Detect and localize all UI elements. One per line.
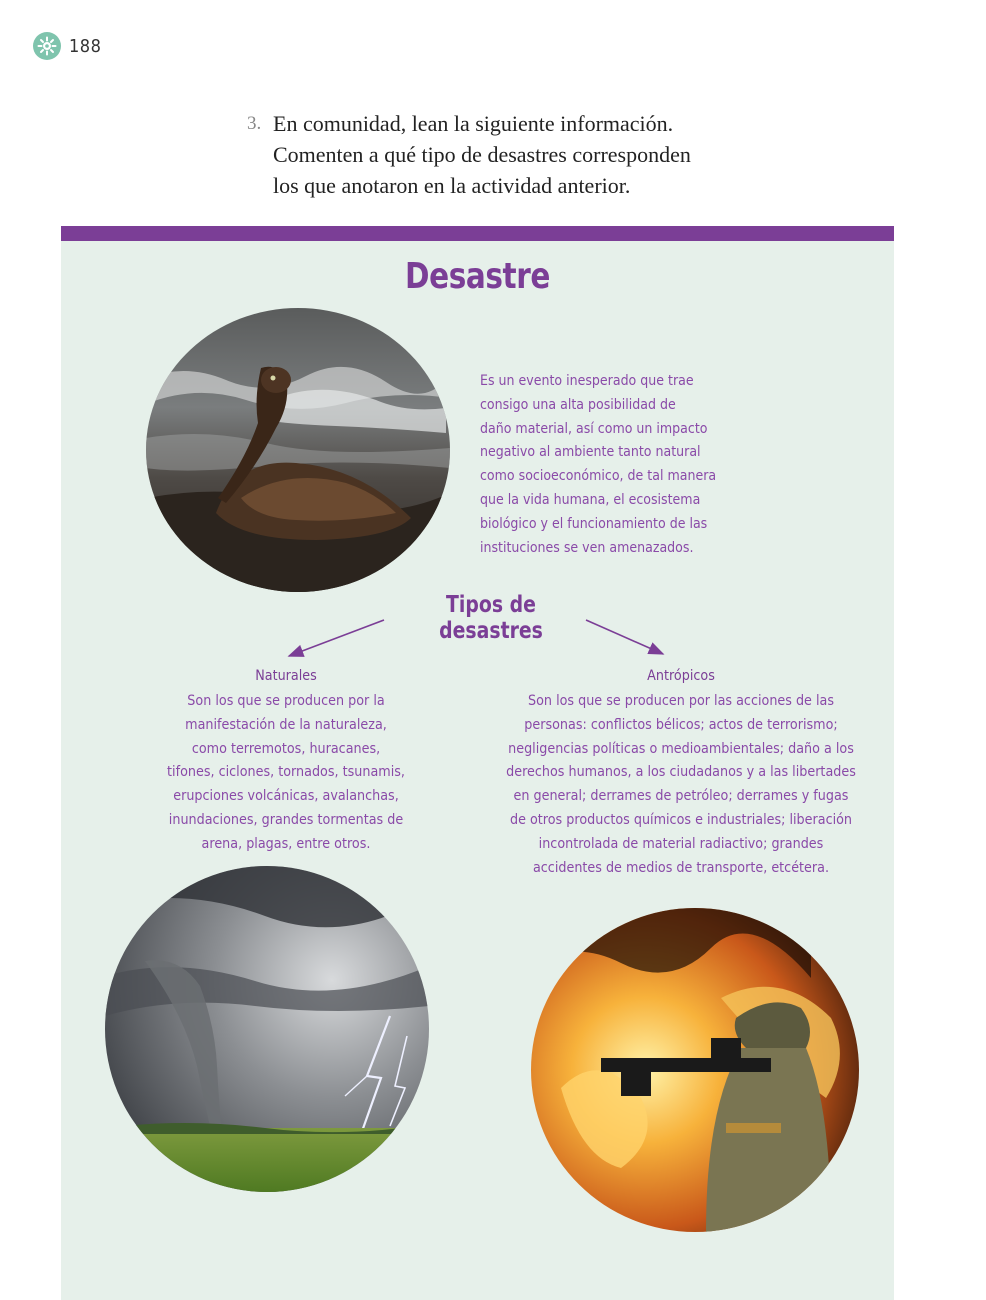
anthropic-description: [505, 690, 857, 880]
definition-line: negativo al ambiente tanto natural: [480, 444, 701, 461]
natural-line: como terremotos, huracanes,: [191, 740, 381, 757]
page-number: 188: [69, 35, 102, 57]
natural-line: tifones, ciclones, tornados, tsunamis,: [167, 764, 405, 781]
arrow-right: [586, 620, 663, 654]
definition-line: daño material, así como un impacto: [480, 420, 708, 437]
anthropic-title: Antrópicos: [647, 668, 715, 684]
natural-line: erupciones volcánicas, avalanchas,: [173, 788, 399, 805]
gear-flower-icon: [33, 32, 61, 60]
anthropic-line: negligencias políticas o medioambientales; daño a los: [508, 740, 854, 757]
natural-line: inundaciones, grandes tormentas de: [168, 811, 404, 828]
anthropic-line: en general; derrames de petróleo; derrames y fugas: [513, 788, 849, 805]
activity-number: 3.: [247, 113, 262, 134]
arrow-left: [289, 620, 384, 656]
page-header: [33, 32, 101, 60]
natural-line: Son los que se producen por la: [187, 693, 385, 709]
info-panel: [61, 226, 894, 1300]
anthropic-line: derechos humanos, a los ciudadanos y a las libertades: [506, 764, 856, 781]
definition-line: instituciones se ven amenazados.: [480, 539, 694, 556]
instruction-line: En comunidad, lean la siguiente información.: [273, 111, 674, 136]
natural-line: arena, plagas, entre otros.: [201, 835, 371, 852]
definition-line: biológico y el funcionamiento de las: [480, 515, 708, 532]
natural-title: Naturales: [255, 668, 317, 684]
instruction-line: los que anotaron en la actividad anterior.: [273, 173, 631, 198]
branch-arrows: [61, 226, 894, 686]
anthropic-line: de otros productos químicos e industriales; liberación: [509, 811, 853, 828]
definition-line: que la vida humana, el ecosistema: [480, 491, 701, 508]
definition-line: Es un evento inesperado que trae: [480, 373, 694, 389]
tornado-photo: [105, 866, 429, 1192]
definition-line: como socioeconómico, de tal manera: [480, 468, 717, 485]
panel-title: Desastre: [404, 256, 550, 297]
anthropic-line: personas: conflictos bélicos; actos de terrorismo;: [524, 716, 838, 733]
definition-line: consigo una alta posibilidad de: [480, 396, 676, 413]
anthropic-line: incontrolada de material radiactivo; grandes: [538, 835, 824, 852]
natural-description: [141, 690, 431, 857]
natural-line: manifestación de la naturaleza,: [185, 716, 387, 733]
soldier-fire-photo: [531, 908, 859, 1232]
anthropic-line: Son los que se producen por las acciones de las: [528, 693, 834, 709]
instruction-line: Comenten a qué tipo de desastres corresponden: [273, 142, 691, 167]
activity-instruction: [247, 108, 717, 201]
anthropic-line: accidentes de medios de transporte, etcétera.: [532, 859, 830, 876]
disaster-types-heading: Tipos de desastres: [439, 592, 543, 644]
